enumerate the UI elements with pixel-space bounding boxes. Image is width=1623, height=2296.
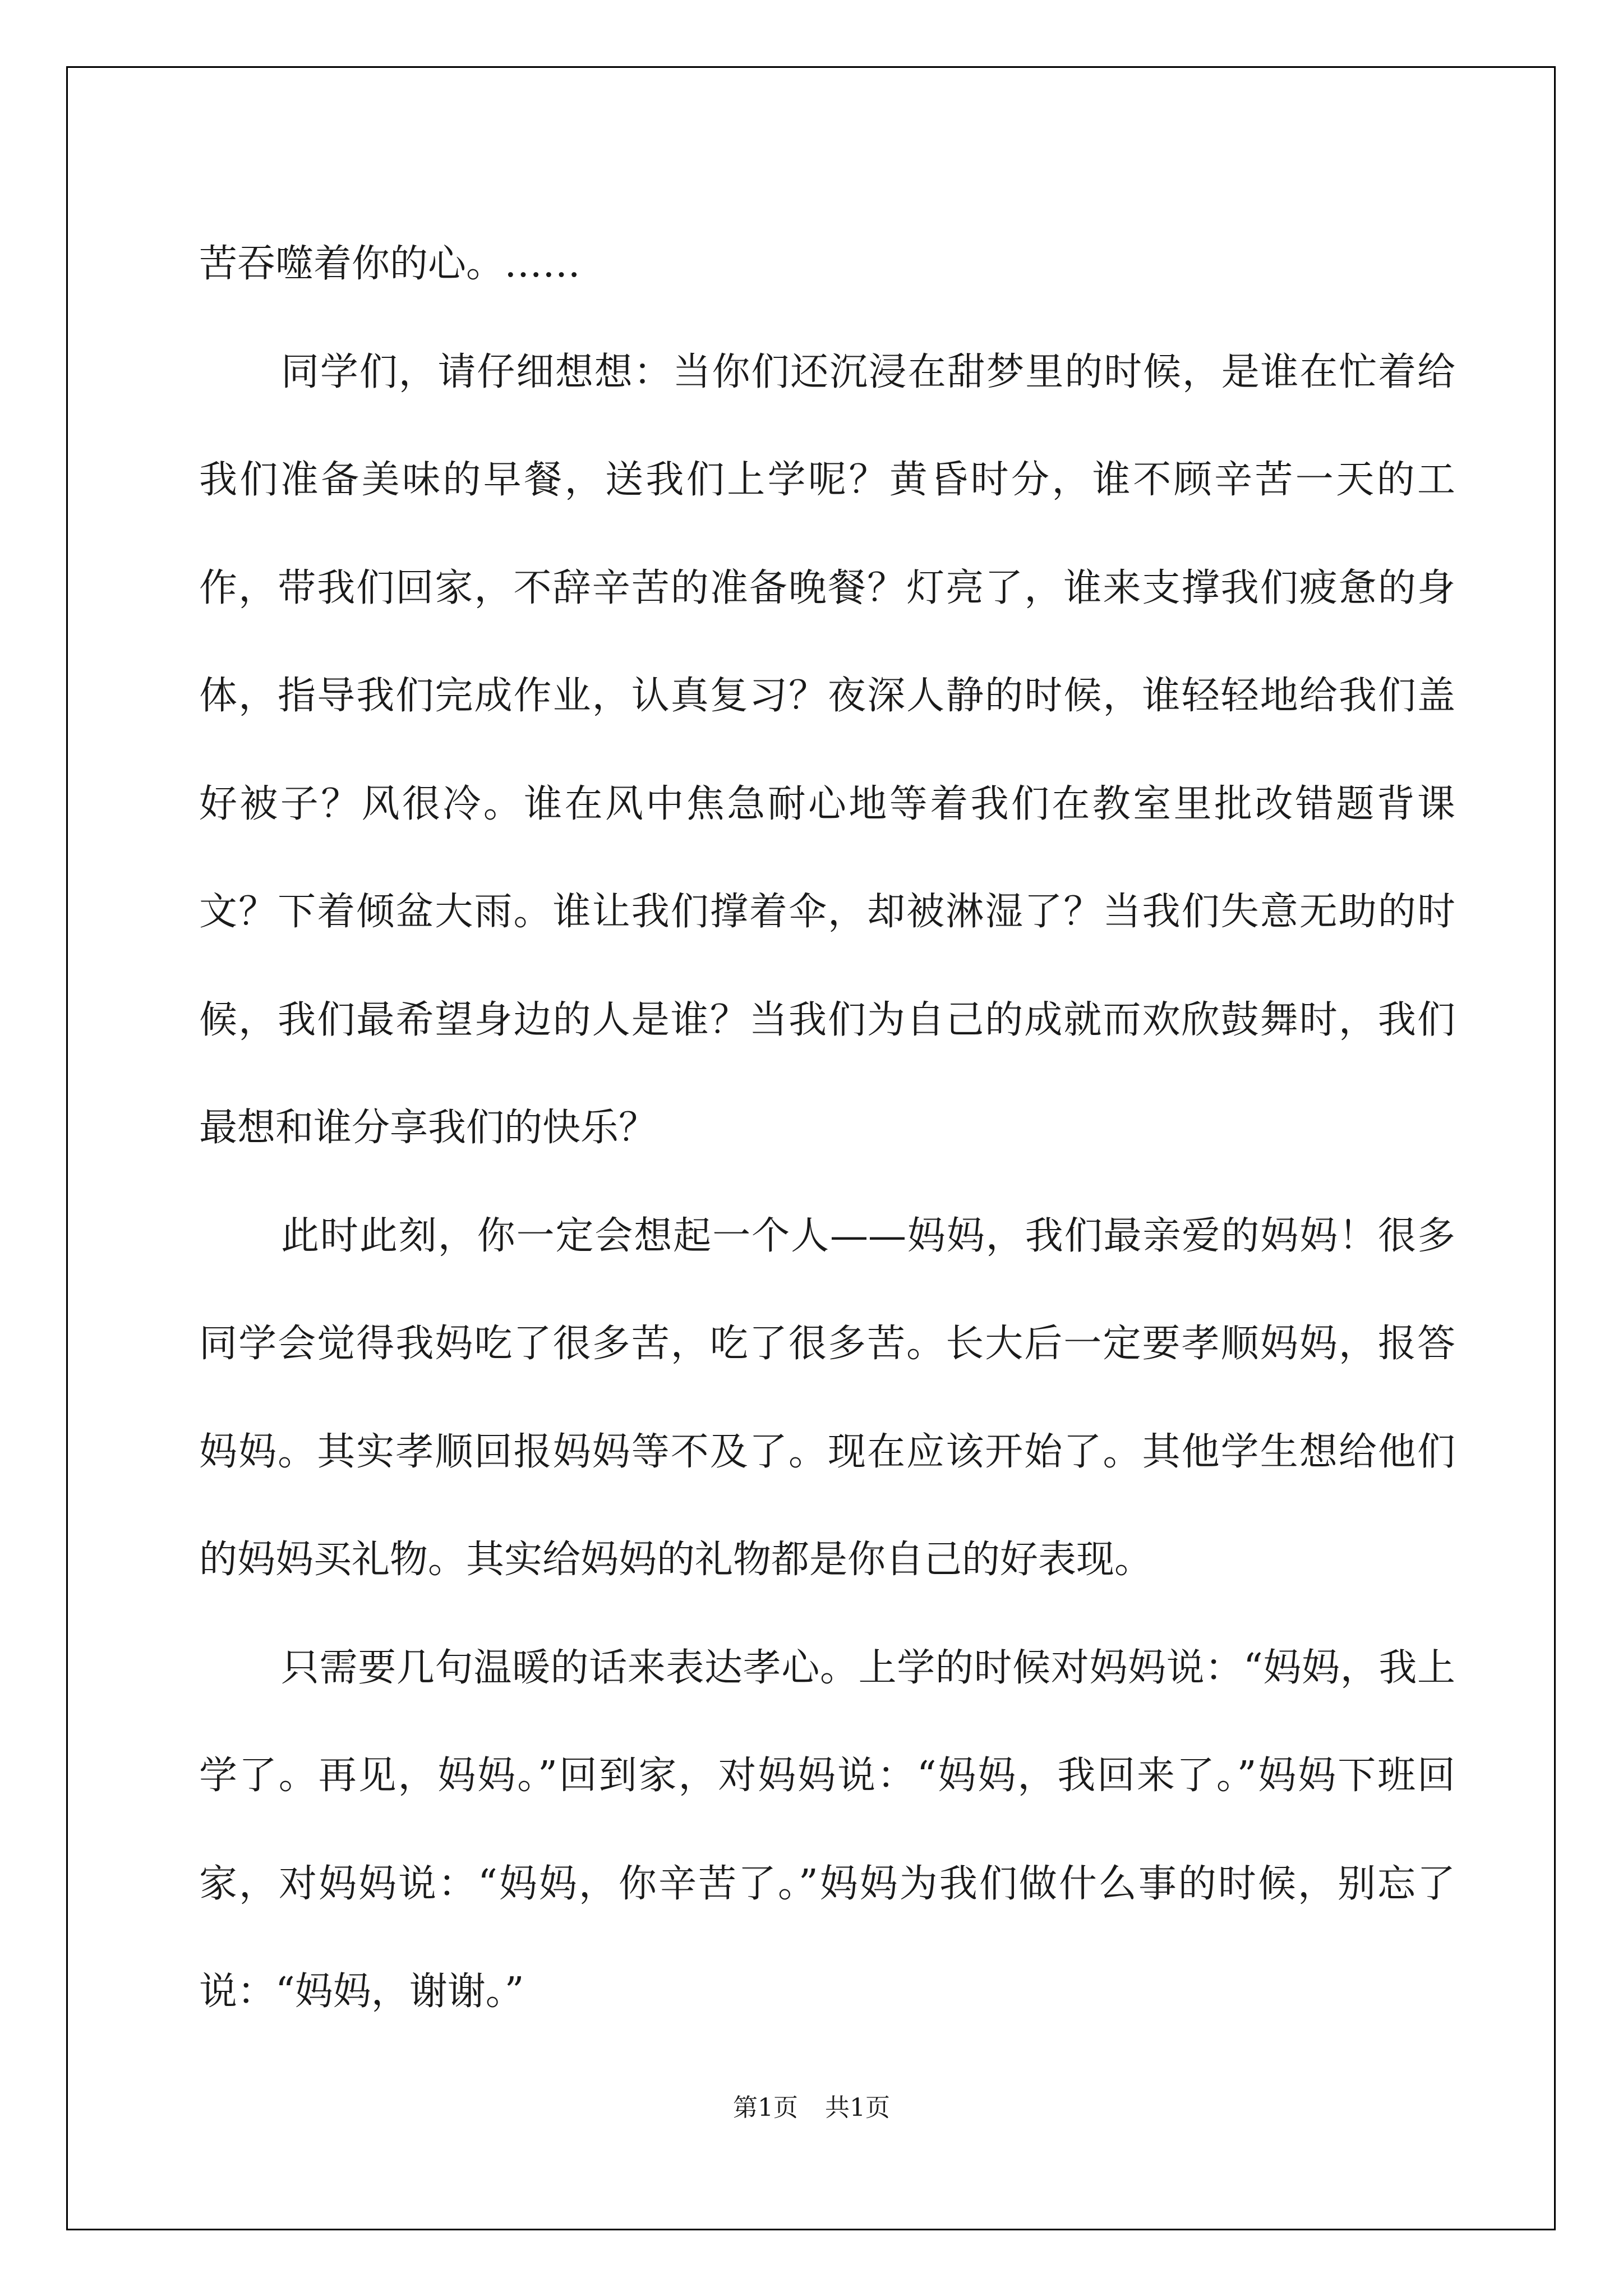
- paragraph-2: 同学们，请仔细想想：当你们还沉浸在甜梦里的时候，是谁在忙着给我们准备美味的早餐，送我们上学呢？黄昏时分，谁不顾辛苦一天的工作，带我们回家，不辞辛苦的准备晚餐？灯亮了，谁来支撑我们疲惫的身体，指导我们完成作业，认真复习？夜深人静的时候，谁轻轻地给我们盖好被子？风很冷。谁在风中焦急耐心地等着我们在教室里批改错题背课文？下着倾盆大雨。谁让我们撑着伞，却被淋湿了？当我们失意无助的时候，我们最希望身边的人是谁？当我们为自己的成就而欢欣鼓舞时，我们最想和谁分享我们的快乐？: [199, 349, 1455, 1150]
- page-footer: [0, 2091, 1623, 2125]
- page-number-current: 第1页: [733, 2093, 798, 2122]
- paragraph-4: 只需要几句温暖的话来表达孝心。上学的时候对妈妈说：“妈妈，我上学了。再见，妈妈。”回到家，对妈妈说：“妈妈，我回来了。”妈妈下班回家，对妈妈说：“妈妈，你辛苦了。”妈妈为我们做什么事的时候，别忘了说：“妈妈，谢谢。”: [199, 1645, 1455, 2014]
- paragraph-3: 此时此刻，你一定会想起一个人——妈妈，我们最亲爱的妈妈！很多同学会觉得我妈吃了很多苦，吃了很多苦。长大后一定要孝顺妈妈，报答妈妈。其实孝顺回报妈妈等不及了。现在应该开始了。其他学生想给他们的妈妈买礼物。其实给妈妈的礼物都是你自己的好表现。: [199, 1213, 1455, 1582]
- document-body: [199, 210, 1455, 2046]
- paragraph-1: 苦吞噬着你的心。……: [199, 242, 581, 286]
- page-number-total: 共1页: [825, 2093, 890, 2122]
